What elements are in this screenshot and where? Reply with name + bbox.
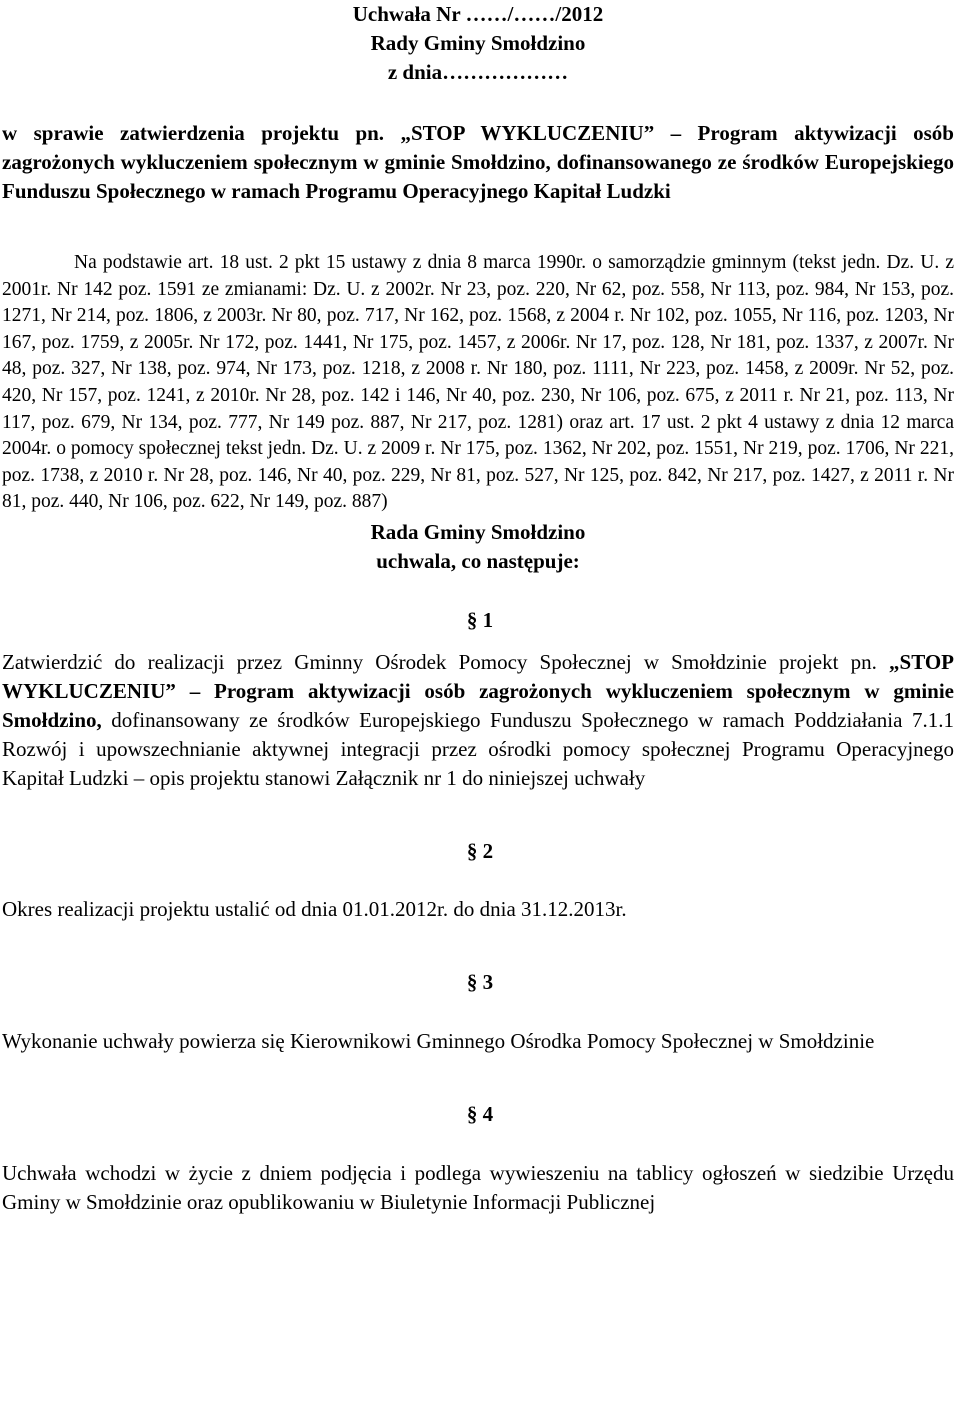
- council-resolves: uchwala, co następuje:: [376, 548, 580, 573]
- council-statement: [2, 518, 954, 576]
- section-1-tail: dofinansowany ze środków Europejskiego Funduszu Społecznego w ramach Poddziałania 7.1.1 Rozwój i upowszechnianie aktywnej integracji przez ośrodki pomocy społecznej Programu Operacyjnego Kapitał Ludzki – opis projektu stanowi Załącznik nr 1 do niniejszej uchwały: [2, 707, 954, 790]
- section-1-lead: Zatwierdzić do realizacji przez Gminny Ośrodek Pomocy Społecznej w Smołdzinie projekt pn.: [2, 649, 890, 674]
- resolution-header: [2, 0, 954, 87]
- resolution-date: z dnia………………: [387, 60, 569, 84]
- council-title: Rada Gminy Smołdzino: [370, 519, 586, 544]
- section-text-1: [2, 648, 954, 793]
- legal-basis: Na podstawie art. 18 ust. 2 pkt 15 ustawy z dnia 8 marca 1990r. o samorządzie gminnym (tekst jedn. Dz. U. z 2001r. Nr 142 poz. 1591 ze zmianami: Dz. U. z 2002r. Nr 23, poz. 220, Nr 62, poz. 558, Nr 113, poz. 984, Nr 153, poz. 1271, Nr 214, poz. 1806, z 2003r. Nr 80, poz. 717, Nr 162, poz. 1568, z 2004 r. Nr 102, poz. 1055, Nr 116, poz. 1203, Nr 167, poz. 1759, z 2005r. Nr 172, poz. 1441, Nr 175, poz. 1457, z 2006r. Nr 17, poz. 128, Nr 181, poz. 1337, z 2007r. Nr 48, poz. 327, Nr 138, poz. 974, Nr 173, poz. 1218, z 2008 r. Nr 180, poz. 1111, Nr 223, poz. 1458, z 2009r. Nr 52, poz. 420, Nr 157, poz. 1241, z 2010r. Nr 28, poz. 142 i 146, Nr 40, poz. 230, Nr 106, poz. 675, z 2011 r. Nr 21, poz. 113, Nr 117, poz. 679, Nr 134, poz. 777, Nr 149 poz. 887, Nr 217, poz. 1281) oraz art. 17 ust. 2 pkt 4 ustawy z dnia 12 marca 2004r. o pomocy społecznej tekst jedn. Dz. U. z 2009 r. Nr 175, poz. 1362, Nr 202, poz. 1551, Nr 219, poz. 1706, Nr 221, poz. 1738, z 2010 r. Nr 28, poz. 146, Nr 40, poz. 229, Nr 81, poz. 527, Nr 125, poz. 842, Nr 217, poz. 1427, z 2011 r. Nr 81, poz. 440, Nr 106, poz. 622, Nr 149, poz. 887): [2, 252, 954, 513]
- section-text-4: Uchwała wchodzi w życie z dniem podjęcia i podlega wywieszeniu na tablicy ogłoszeń w siedzibie Urzędu Gminy w Smołdzinie oraz opublikowaniu w Biuletynie Informacji Publicznej: [2, 1160, 954, 1214]
- section-mark-4: § 4: [466, 1101, 494, 1126]
- council-name: Rady Gminy Smołdzino: [370, 31, 586, 55]
- section-mark-3: § 3: [466, 969, 494, 994]
- resolution-number: Uchwała Nr ……/……/2012: [352, 2, 604, 26]
- section-text-2: Okres realizacji projektu ustalić od dnia 01.01.2012r. do dnia 31.12.2013r.: [2, 896, 627, 921]
- section-text-3: Wykonanie uchwały powierza się Kierownikowi Gminnego Ośrodka Pomocy Społecznej w Smołdzinie: [2, 1028, 875, 1053]
- resolution-subject: w sprawie zatwierdzenia projektu pn. „STOP WYKLUCZENIU” – Program aktywizacji osób zagrożonych wykluczeniem społecznym w gminie Smołdzino, dofinansowanego ze środków Europejskiego Funduszu Społecznego w ramach Programu Operacyjnego Kapitał Ludzki: [2, 121, 954, 203]
- section-mark-1: § 1: [466, 607, 494, 632]
- section-mark-2: § 2: [466, 838, 494, 863]
- section-1-project-name: „STOP WYKLUCZENIU” – Program aktywizacji osób zagrożonych wykluczeniem społecznym w gminie Smołdzino,: [2, 649, 954, 732]
